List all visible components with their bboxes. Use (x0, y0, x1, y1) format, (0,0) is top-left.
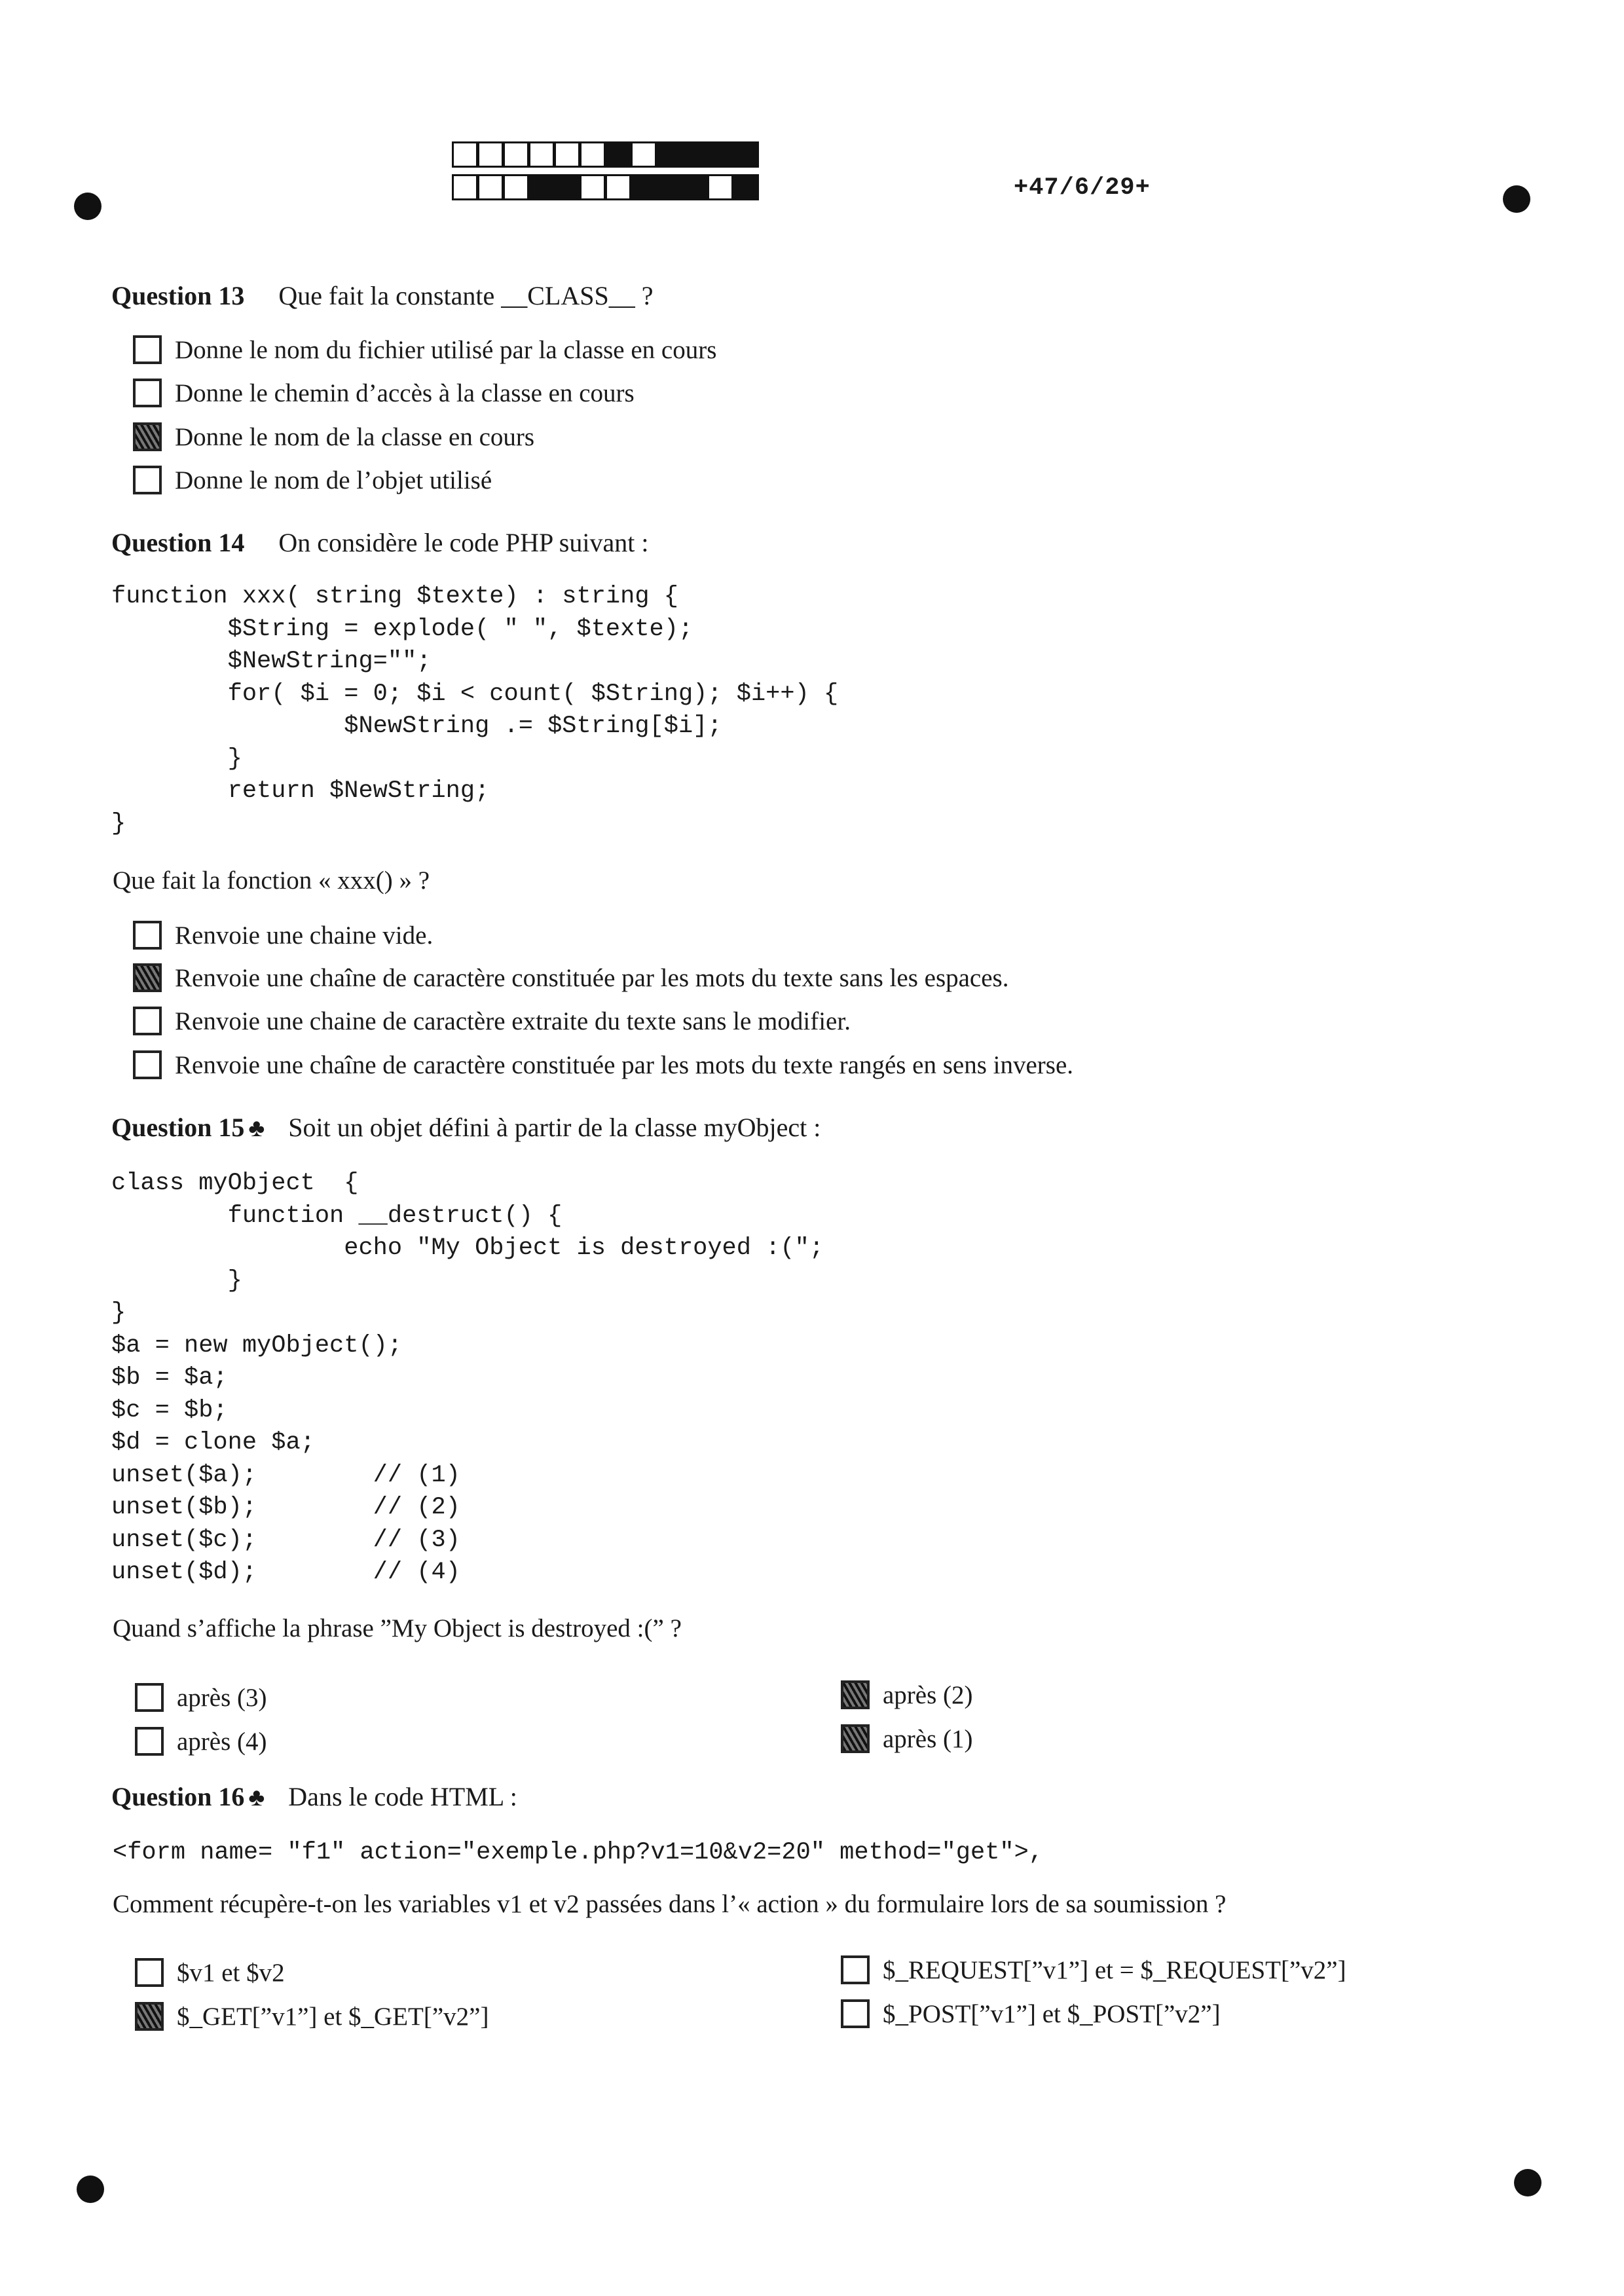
barcode-cell (707, 141, 733, 168)
choice-label: $_POST[”v1”] et $_POST[”v2”] (883, 1999, 1221, 2028)
registration-mark-top-left (74, 193, 101, 220)
barcode-cell (631, 174, 657, 200)
barcode-cell (682, 174, 708, 200)
q15-choice[interactable] (135, 1724, 267, 1758)
barcode-cell (452, 174, 478, 200)
club-icon: ♣ (248, 1784, 265, 1811)
q15-choice[interactable] (841, 1722, 973, 1756)
choice-label: après (2) (883, 1680, 973, 1709)
answer-checkbox[interactable] (135, 1958, 164, 1987)
barcode-cell (528, 174, 555, 200)
q16-choice[interactable] (841, 1997, 1221, 2031)
answer-checkbox[interactable] (841, 1724, 870, 1753)
q15-choice[interactable] (841, 1678, 973, 1712)
choice-label: $_GET[”v1”] et $_GET[”v2”] (177, 2002, 489, 2031)
q15-choice[interactable] (135, 1680, 267, 1714)
registration-mark-bottom-left (77, 2176, 104, 2203)
registration-mark-top-right (1503, 185, 1530, 213)
choice-label: Renvoie une chaine vide. (175, 921, 434, 950)
answer-checkbox[interactable] (841, 1680, 870, 1709)
barcode-cell (631, 141, 657, 168)
q16-choice[interactable] (135, 1955, 285, 1990)
q16-choice[interactable] (841, 1953, 1346, 1987)
barcode-cell (452, 141, 478, 168)
choice-label: Renvoie une chaîne de caractère constituée par les mots du texte sans les espaces. (175, 963, 1009, 992)
barcode-cell (477, 174, 504, 200)
barcode-cell (733, 141, 759, 168)
barcode-cell (656, 174, 682, 200)
question-prompt: Comment récupère-t-on les variables v1 et v2 passées dans l’« action » du formulaire lors de sa soumission ? (113, 1890, 1227, 1918)
barcode-cell (656, 141, 682, 168)
q14-choice[interactable] (133, 918, 433, 952)
barcode-cell (554, 141, 580, 168)
question-15-heading (111, 1112, 821, 1143)
question-title: Dans le code HTML : (288, 1782, 517, 1811)
barcode-cell (605, 174, 631, 200)
question-number: Question 15 (111, 1113, 245, 1142)
question-16-heading (111, 1781, 517, 1812)
choice-label: Renvoie une chaîne de caractère constituée par les mots du texte rangés en sens inverse. (175, 1050, 1074, 1079)
choice-label: $_REQUEST[”v1”] et = $_REQUEST[”v2”] (883, 1955, 1346, 1984)
barcode-cell (580, 141, 606, 168)
choice-label: Renvoie une chaine de caractère extraite du texte sans le modifier. (175, 1007, 851, 1035)
question-14-heading (111, 527, 648, 558)
barcode-cell (580, 174, 606, 200)
php-code-block: class myObject { function __destruct() { echo "My Object is destroyed :("; } } $a = new myObject(); $b = $a; $c = $b; $d = clone $a; unset($a); // (1) unset($b); // (2) unset($c); // (3) unset($d); // (4) (111, 1170, 824, 1586)
choice-label: Donne le chemin d’accès à la classe en cours (175, 379, 635, 407)
q13-choice[interactable] (133, 333, 716, 367)
barcode-cell (554, 174, 580, 200)
barcode-cell (503, 141, 529, 168)
q13-choice[interactable] (133, 463, 492, 497)
answer-checkbox[interactable] (135, 1727, 164, 1756)
answer-checkbox[interactable] (133, 379, 162, 407)
question-title: Que fait la constante __CLASS__ ? (278, 281, 654, 310)
answer-checkbox[interactable] (841, 1955, 870, 1984)
barcode-cell (503, 174, 529, 200)
choice-label: Donne le nom du fichier utilisé par la classe en cours (175, 335, 717, 364)
choice-label: Donne le nom de la classe en cours (175, 422, 535, 451)
answer-checkbox[interactable] (841, 1999, 870, 2028)
answer-checkbox[interactable] (133, 963, 162, 992)
barcode-cell (605, 141, 631, 168)
barcode-cell (477, 141, 504, 168)
q14-choice[interactable] (133, 961, 1008, 995)
registration-mark-bottom-right (1514, 2169, 1541, 2196)
club-icon: ♣ (248, 1115, 265, 1142)
answer-checkbox[interactable] (133, 921, 162, 950)
answer-checkbox[interactable] (135, 1683, 164, 1712)
question-13-heading (111, 280, 653, 311)
answer-checkbox[interactable] (135, 2002, 164, 2031)
barcode-cell (733, 174, 759, 200)
answer-checkbox[interactable] (133, 1050, 162, 1079)
choice-label: Donne le nom de l’objet utilisé (175, 466, 492, 494)
choice-label: après (4) (177, 1727, 267, 1756)
q14-choice[interactable] (133, 1004, 851, 1038)
q14-choice[interactable] (133, 1048, 1073, 1082)
page-id: +47/6/29+ (1014, 174, 1151, 202)
q13-choice[interactable] (133, 420, 534, 454)
barcode-cell (528, 141, 555, 168)
answer-checkbox[interactable] (133, 466, 162, 494)
barcode-cell (707, 174, 733, 200)
q13-choice[interactable] (133, 376, 635, 410)
answer-checkbox[interactable] (133, 1007, 162, 1035)
question-number: Question 13 (111, 281, 245, 310)
choice-label: $v1 et $v2 (177, 1958, 285, 1987)
q16-choice[interactable] (135, 1999, 489, 2033)
question-prompt: Que fait la fonction « xxx() » ? (113, 866, 430, 895)
php-code-block: function xxx( string $texte) : string { $String = explode( " ", $texte); $NewString=""; for( $i = 0; $i < count( $String); $i++) { $NewString .= $String[$i]; } return $NewString; } (111, 583, 839, 838)
answer-checkbox[interactable] (133, 335, 162, 364)
answer-checkbox[interactable] (133, 422, 162, 451)
barcode-cell (682, 141, 708, 168)
choice-label: après (1) (883, 1724, 973, 1753)
question-title: Soit un objet défini à partir de la classe myObject : (288, 1113, 821, 1142)
question-title: On considère le code PHP suivant : (278, 528, 649, 557)
question-number: Question 16 (111, 1782, 245, 1811)
choice-label: après (3) (177, 1683, 267, 1712)
question-prompt: Quand s’affiche la phrase ”My Object is destroyed :(” ? (113, 1614, 682, 1642)
html-code-line: <form name= "f1" action="exemple.php?v1=10&v2=20" method="get">, (113, 1839, 1044, 1866)
question-number: Question 14 (111, 528, 245, 557)
